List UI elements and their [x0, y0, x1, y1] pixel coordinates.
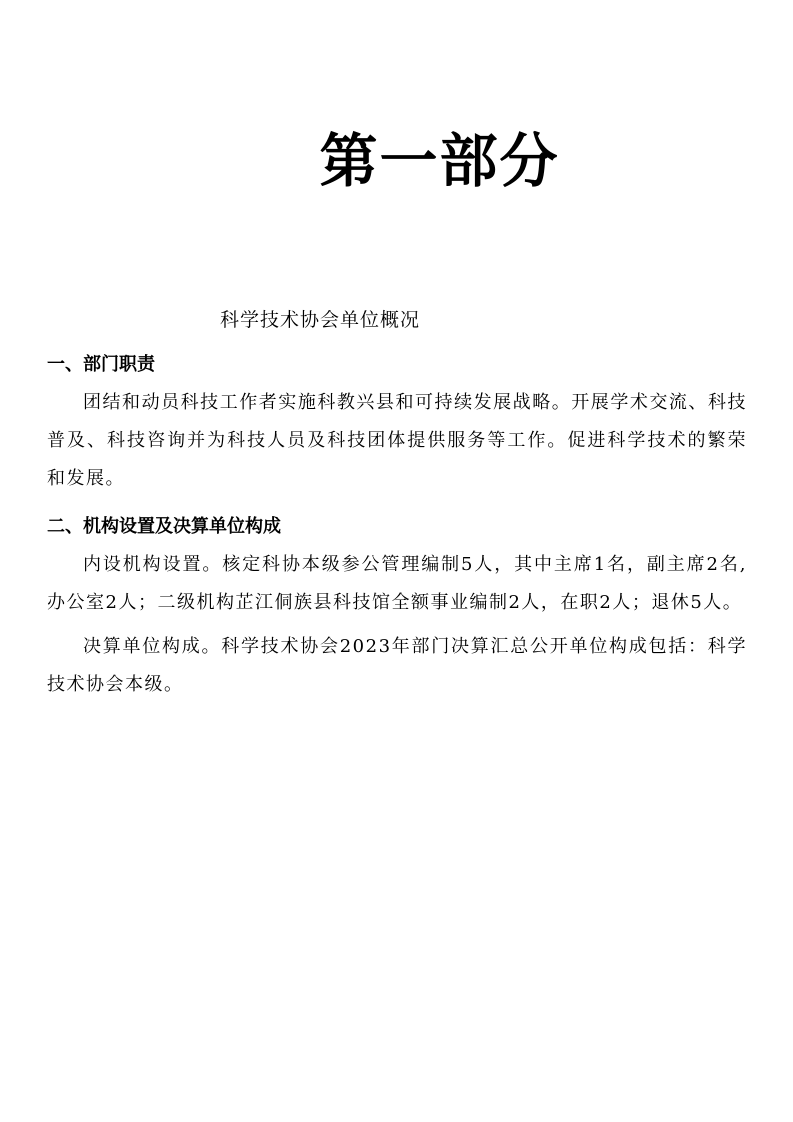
section-paragraph-internal-structure: 内设机构设置。核定科协本级参公管理编制5人，其中主席1名，副主席2名,办公室2人；二级机构芷江侗族县科技馆全额事业编制2人，在职2人；退休5人。: [47, 554, 747, 613]
section-heading-organization: 二、机构设置及决算单位构成: [47, 516, 281, 537]
document-body: [47, 350, 747, 704]
section-paragraph-department-duties: 团结和动员科技工作者实施科教兴县和可持续发展战略。开展学术交流、科技普及、科技咨询并为科技人员及科技团体提供服务等工作。促进科学技术的繁荣和发展。: [47, 392, 747, 489]
section-paragraph-accounting-units: 决算单位构成。科学技术协会2023年部门决算汇总公开单位构成包括：科学技术协会本级。: [47, 636, 747, 695]
page-subtitle: 科学技术协会单位概况: [220, 309, 421, 331]
page-title: 第一部分: [319, 127, 560, 195]
section-heading-department-duties: 一、部门职责: [47, 354, 155, 375]
